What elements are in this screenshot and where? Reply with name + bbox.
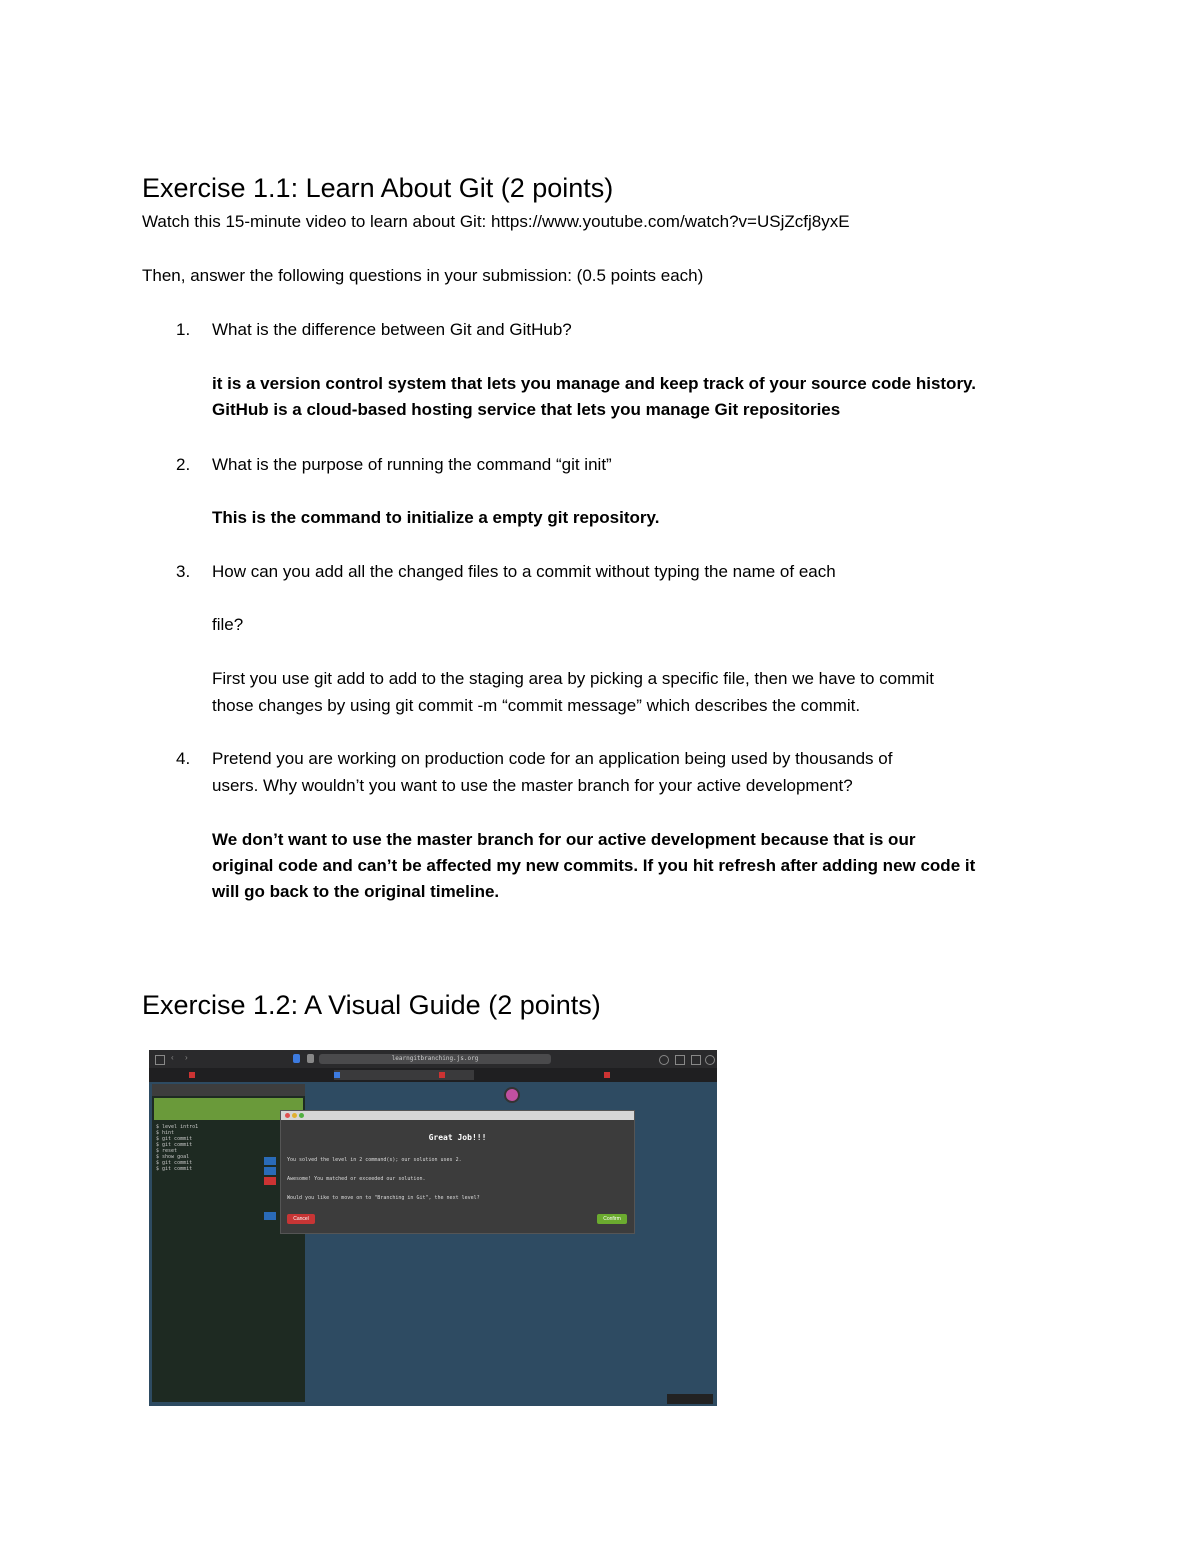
answer-4-line-1: We don’t want to use the master branch for our active development because that is our (212, 830, 916, 849)
q2-number: 2. (176, 455, 191, 474)
browser-toolbar (149, 1050, 717, 1068)
extension-icon (293, 1054, 300, 1063)
exercise-1-1-heading: Exercise 1.1: Learn About Git (2 points) (142, 173, 614, 203)
terminal-line: $ git commit (156, 1160, 193, 1166)
intro-line: Then, answer the following questions in your submission: (0.5 points each) (142, 266, 704, 285)
terminal-line: $ git commit (156, 1166, 193, 1172)
dialog-titlebar (281, 1111, 634, 1120)
download-icon (659, 1055, 669, 1065)
close-icon[interactable] (285, 1113, 290, 1118)
terminal-line: $ level intro1 (156, 1124, 199, 1130)
answer-3-line-2: those changes by using git commit -m “commit message” which describes the commit. (212, 696, 861, 715)
terminal-header (152, 1084, 305, 1096)
question-2: What is the purpose of running the command “git init” (212, 455, 612, 474)
question-3-line-1: How can you add all the changed files to a commit without typing the name of each (212, 562, 836, 581)
answer-1-line-1: it is a version control system that lets you manage and keep track of your source code history. (212, 374, 976, 393)
status-pill (264, 1167, 276, 1175)
commit-node (504, 1087, 520, 1103)
sidebar-icon (155, 1055, 165, 1065)
browser-tab-strip (149, 1068, 717, 1082)
back-icon: ‹ (171, 1053, 174, 1062)
terminal-line: $ git commit (156, 1142, 193, 1148)
confirm-button[interactable]: Confirm (597, 1214, 627, 1224)
status-pill (264, 1157, 276, 1165)
exercise-1-2-heading: Exercise 1.2: A Visual Guide (2 points) (142, 990, 601, 1020)
level-complete-dialog (280, 1110, 635, 1234)
status-pill (264, 1177, 276, 1185)
learn-git-branching-screenshot (149, 1050, 717, 1406)
question-4-line-2: users. Why wouldn’t you want to use the master branch for your active development? (212, 776, 853, 795)
maximize-icon[interactable] (299, 1113, 304, 1118)
dialog-title: Great Job!!! (428, 1133, 487, 1142)
browser-tab-4 (604, 1070, 717, 1080)
q4-number: 4. (176, 749, 191, 768)
dialog-line-3: Would you like to move on to "Branching in Git", the next level? (287, 1195, 480, 1201)
question-1: What is the difference between Git and GitHub? (212, 320, 572, 339)
watch-video-line: Watch this 15-minute video to learn about Git: https://www.youtube.com/watch?v=USjZcfj8yxE (142, 212, 850, 231)
shield-icon (307, 1054, 314, 1063)
tabs-overview-icon (705, 1055, 715, 1065)
terminal-line: $ git commit (156, 1136, 193, 1142)
status-pill (264, 1212, 276, 1220)
answer-4-line-3: will go back to the original timeline. (212, 882, 500, 901)
dialog-line-1: You solved the level in 2 command(s); our solution uses 2. (287, 1157, 462, 1163)
playback-controls (667, 1394, 713, 1404)
answer-4-line-2: original code and can’t be affected my new commits. If you hit refresh after adding new code it (212, 856, 976, 875)
forward-icon: › (185, 1053, 188, 1062)
question-3-line-2: file? (212, 615, 244, 634)
cancel-button[interactable]: Cancel (287, 1214, 315, 1224)
terminal-line: $ reset (156, 1148, 178, 1154)
terminal-line: $ hint (156, 1130, 175, 1136)
answer-2: This is the command to initialize a empty git repository. (212, 508, 660, 527)
answer-3-line-1: First you use git add to add to the staging area by picking a specific file, then we have to commit (212, 669, 934, 688)
question-4-line-1: Pretend you are working on production code for an application being used by thousands of (212, 749, 893, 768)
share-icon (675, 1055, 685, 1065)
url-bar: learngitbranching.js.org (319, 1054, 551, 1064)
q1-number: 1. (176, 320, 191, 339)
minimize-icon[interactable] (292, 1113, 297, 1118)
browser-tab-1 (189, 1070, 329, 1080)
answer-1-line-2: GitHub is a cloud-based hosting service that lets you manage Git repositories (212, 400, 841, 419)
browser-tab-3 (439, 1070, 579, 1080)
new-tab-icon (691, 1055, 701, 1065)
q3-number: 3. (176, 562, 191, 581)
dialog-line-2: Awesome! You matched or exceeded our solution. (287, 1176, 426, 1182)
terminal-line: $ show goal (156, 1154, 190, 1160)
